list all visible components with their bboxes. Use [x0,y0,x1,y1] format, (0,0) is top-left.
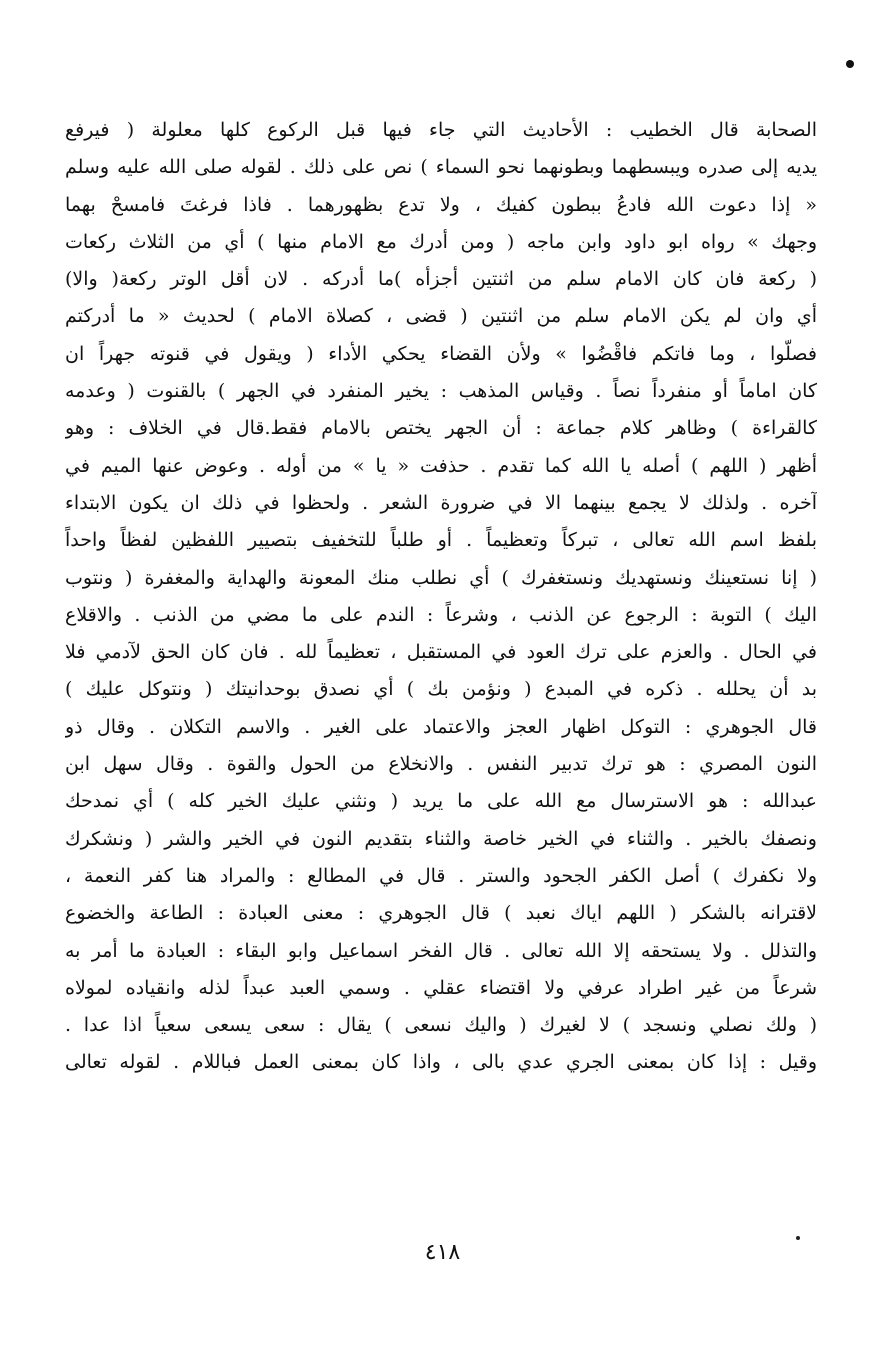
text-line: الصحابة قال الخطيب : الأحاديث التي جاء فيها قبل الركوع كلها معلولة ( فيرفع [65,119,817,141]
text-line: ( ركعة فان كان الامام سلم من اثنتين أجزأه )ما أدركه . لان أقل الوتر ركعة( والا) [65,268,817,291]
text-line: وجهك » رواه ابو داود وابن ماجه ( ومن أدرك مع الامام منها ) أي من الثلاث ركعات [65,230,817,253]
text-line: فصلّوا ، وما فاتكم فاقْضُوا » ولأن القضاء يحكي الأداء ( ويقول في قنوته جهراً ان [65,342,817,365]
text-line: والتذلل . ولا يستحقه إلا الله تعالى . قال الفخر اسماعيل وابو البقاء : العبادة ما أمر به [65,939,817,962]
text-line: كالقراءة ) وظاهر كلام جماعة : أن الجهر يختص بالامام فقط.قال في الخلاف : وهو [65,417,817,440]
text-line: « إذا دعوت الله فادعُ ببطون كفيك ، ولا تدع بظهورهما . فاذا فرغتَ فامسحْ بهما [65,193,817,216]
text-line: أظهر ( اللهم ) أصله يا الله كما تقدم . حذفت « يا » من أوله . وعوض عنها الميم في [65,454,817,477]
text-line: كان اماماً أو منفرداً نصاً . وقياس المذهب : يخير المنفرد في الجهر ) بالقنوت ( وعدمه [65,380,817,403]
text-line: ولا نكفرك ) أصل الكفر الجحود والستر . قال في المطالع : والمراد هنا كفر النعمة ، [65,864,817,887]
text-line: في الحال . والعزم على ترك العود في المستقبل ، تعظيماً لله . فان كان الحق لآدمي فلا [65,641,817,664]
text-line: ( إنا نستعينك ونستهديك ونستغفرك ) أي نطلب منك المعونة والهداية والمغفرة ( ونتوب [65,566,817,589]
text-line: آخره . ولذلك لا يجمع بينهما الا في ضرورة الشعر . ولحظوا في ذلك ان يكون الابتداء [65,491,817,514]
text-line: النون المصري : هو ترك تدبير النفس . والانخلاع من الحول والقوة . وقال سهل ابن [65,753,817,776]
text-line: عبدالله : هو الاسترسال مع الله على ما يريد ( ونثني عليك الخير كله ) أي نمدحك [65,790,817,813]
page-mark-dot [846,60,854,68]
text-line: أي وان لم يكن الامام سلم من اثنتين ( قضى ، كصلاة الامام ) لحديث « ما أدركتم [65,305,817,328]
text-line: بلفظ اسم الله تعالى ، تبركاً وتعظيماً . أو طلباً للتخفيف بتصيير اللفظين لفظاً واحداً [65,529,817,552]
page-body-text [65,112,817,1082]
text-line: شرعاً من غير اطراد عرفي ولا اقتضاء عقلي . وسمي العبد عبداً لذله وانقياده لمولاه [65,976,817,999]
text-line: ( ولك نصلي ونسجد ) لا لغيرك ( واليك نسعى ) يقال : سعى يسعى سعياً اذا عدا . [65,1014,817,1037]
text-line: ونصفك بالخير . والثناء في الخير خاصة والثناء بتقديم النون في الخير والشر ( ونشكرك [65,827,817,850]
text-line: اليك ) التوبة : الرجوع عن الذنب ، وشرعاً : الندم على ما مضي من الذنب . والاقلاع [65,603,817,626]
page-number: ٤١٨ [424,1240,461,1265]
text-line: وقيل : إذا كان بمعنى الجري عدي بالى ، واذا كان بمعنى العمل فباللام . لقوله تعالى [65,1051,817,1074]
text-line: بد أن يحلله . ذكره في المبدع ( ونؤمن بك ) أي نصدق بوحدانيتك ( ونتوكل عليك ) [65,678,817,701]
text-line: قال الجوهري : التوكل اظهار العجز والاعتماد على الغير . والاسم التكلان . وقال ذو [65,715,817,738]
text-line: يديه إلى صدره ويبسطهما وبطونهما نحو السماء ) نص على ذلك . لقوله صلى الله عليه وسلم [65,156,817,179]
text-line: لاقترانه بالشكر ( اللهم اياك نعبد ) قال الجوهري : معنى العبادة : الطاعة والخضوع [65,902,817,925]
